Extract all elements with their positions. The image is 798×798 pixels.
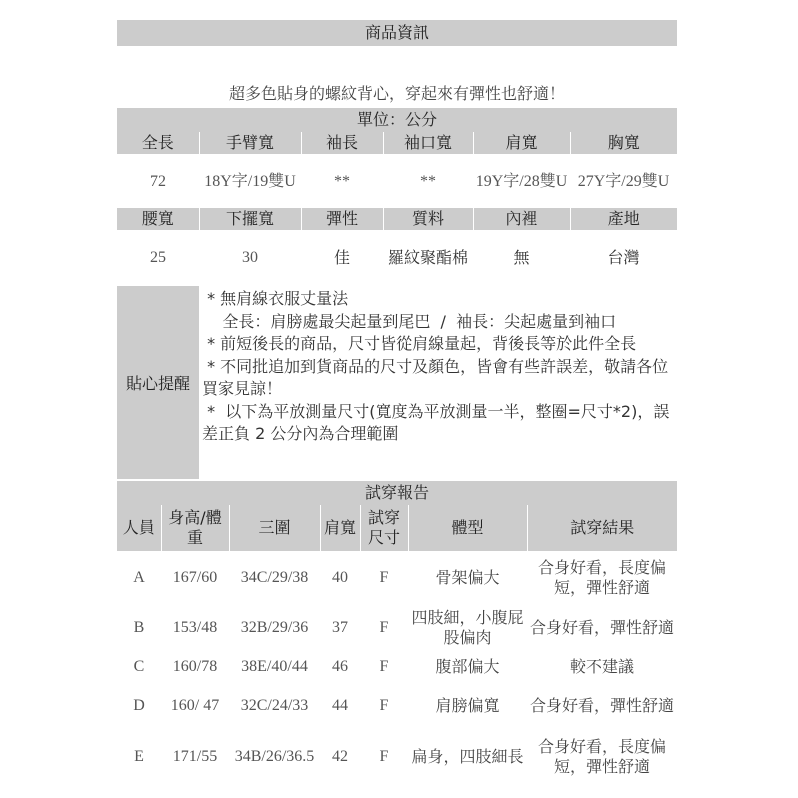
trial-size: F [379, 658, 389, 675]
tip-line: * 前短後長的商品，尺寸皆從肩線量起，背後長等於此件全長 [202, 334, 637, 353]
tip-line: * 以下為平放測量尺寸(寬度為平放測量一半，整圈=尺寸*2)，誤差正負 2 公分內為合理範圍 [202, 401, 670, 443]
trial-row [117, 653, 677, 681]
trial-measurements: 32C/24/33 [240, 697, 309, 714]
tagline: 超多色貼身的螺紋背心，穿起來有彈性也舒適！ [228, 84, 565, 103]
trial-result: 合身好看，長度偏短，彈性舒適 [537, 737, 666, 776]
tip-line: 全長：肩膀處最尖起量到尾巴 / 袖長：尖起處量到袖口 [202, 311, 617, 331]
trial-body-type: 四肢細，小腹屁股偏肉 [411, 608, 524, 647]
size-header-cell: 彈性 [301, 208, 383, 231]
size-value-cell: 27Y字/29雙U [577, 173, 670, 190]
trial-person: A [133, 569, 145, 586]
size-value-cell: 18Y字/19雙U [204, 173, 296, 190]
trial-body-type: 骨架偏大 [435, 568, 500, 587]
size-value-cell: ** [334, 173, 350, 190]
size-value-cell: 25 [150, 249, 166, 266]
size-value-row [117, 231, 677, 284]
size-header-cell: 下擺寬 [199, 208, 301, 231]
trial-shoulder: 44 [332, 697, 348, 714]
size-table [117, 132, 677, 284]
trial-size: F [379, 569, 389, 586]
size-value-cell: 72 [150, 173, 166, 190]
trial-result: 較不建議 [569, 657, 634, 676]
size-header-cell: 胸寬 [570, 132, 677, 155]
size-header-cell: 內裡 [473, 208, 570, 231]
trial-body-type: 腹部偏大 [435, 657, 500, 676]
trial-row [117, 552, 677, 603]
trial-height-weight: 171/55 [172, 748, 218, 765]
size-header-cell: 袖口寬 [383, 132, 473, 155]
trial-result: 合身好看，彈性舒適 [529, 696, 674, 715]
size-header-cell: 全長 [117, 132, 199, 155]
trial-row [117, 681, 677, 731]
trial-size: F [379, 619, 389, 636]
trial-header-cell: 身高/體重 [161, 505, 229, 552]
tips-section [117, 286, 677, 479]
trial-person: C [133, 658, 145, 675]
product-info [117, 20, 677, 783]
size-value-cell: 羅紋聚酯棉 [387, 248, 468, 267]
trial-header-cell: 肩寬 [320, 505, 360, 552]
trial-body-type: 扁身，四肢細長 [411, 747, 524, 766]
size-value-cell: 台灣 [607, 248, 640, 267]
unit-label: 單位：公分 [117, 108, 677, 132]
trial-shoulder: 42 [332, 748, 348, 765]
size-value-cell: 無 [513, 248, 530, 267]
size-value-cell: ** [420, 173, 436, 190]
trial-header-row [117, 505, 677, 552]
size-header-row [117, 208, 677, 231]
trial-header-cell: 試穿尺寸 [360, 505, 408, 552]
trial-measurements: 38E/40/44 [241, 658, 308, 675]
size-header-cell: 產地 [570, 208, 677, 231]
trial-height-weight: 160/78 [172, 658, 218, 675]
trial-result: 合身好看，彈性舒適 [529, 618, 674, 637]
trial-row [117, 603, 677, 653]
size-header-cell: 袖長 [301, 132, 383, 155]
trial-header-cell: 試穿結果 [527, 505, 677, 552]
tips-body [199, 286, 677, 479]
trial-header-cell: 三圍 [229, 505, 320, 552]
size-header-cell: 質料 [383, 208, 473, 231]
size-value-cell: 30 [242, 249, 258, 266]
trial-measurements: 32B/29/36 [240, 619, 309, 636]
trial-size: F [379, 697, 389, 714]
trial-height-weight: 160/ 47 [170, 697, 220, 714]
tip-line: * 不同批追加到貨商品的尺寸及顏色，皆會有些許誤差，敬請各位買家見諒！ [202, 356, 669, 398]
trial-height-weight: 153/48 [172, 619, 218, 636]
trial-person: D [133, 697, 145, 714]
trial-result: 合身好看，長度偏短，彈性舒適 [537, 558, 666, 597]
size-header-cell: 腰寬 [117, 208, 199, 231]
trial-table [117, 505, 677, 783]
trial-shoulder: 46 [332, 658, 348, 675]
trial-person: E [134, 748, 144, 765]
trial-shoulder: 40 [332, 569, 348, 586]
trial-report-title: 試穿報告 [117, 481, 677, 505]
trial-header-cell: 人員 [117, 505, 161, 552]
trial-header-cell: 體型 [408, 505, 527, 552]
trial-body-type: 肩膀偏寬 [435, 696, 500, 715]
trial-measurements: 34B/26/36.5 [234, 748, 315, 765]
trial-size: F [379, 748, 389, 765]
size-header-row [117, 132, 677, 155]
size-value-cell: 19Y字/28雙U [475, 173, 568, 190]
trial-shoulder: 37 [332, 619, 348, 636]
section-title: 商品資訊 [117, 20, 677, 46]
trial-row [117, 731, 677, 783]
trial-height-weight: 167/60 [172, 569, 218, 586]
size-header-cell: 手臂寬 [199, 132, 301, 155]
trial-measurements: 34C/29/38 [240, 569, 309, 586]
trial-person: B [133, 619, 145, 636]
size-value-cell: 佳 [333, 248, 350, 267]
tip-line: * 無肩線衣服丈量法 [202, 289, 349, 308]
tips-label: 貼心提醒 [117, 286, 199, 479]
size-header-cell: 肩寬 [473, 132, 570, 155]
size-value-row [117, 155, 677, 208]
